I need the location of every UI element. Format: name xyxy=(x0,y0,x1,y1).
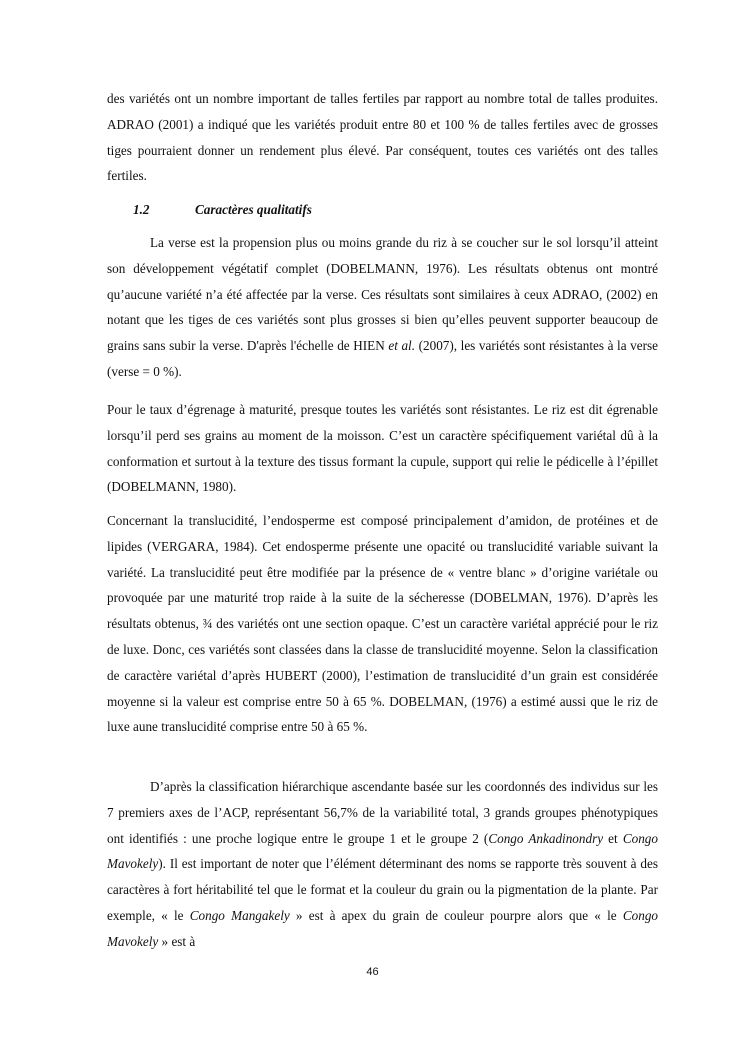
italic-run: Congo Ankadinondry xyxy=(488,830,604,846)
italic-run: et al. xyxy=(388,338,416,354)
italic-run: Congo Mavokely xyxy=(107,830,658,872)
text-run: » est à xyxy=(158,933,196,949)
paragraph-translucidite: Concernant la translucidité, l’endosperme est composé principalement d’amidon, de protéines et de lipides (VERGARA, 1984). Cet endosperme présente une opacité ou translucidité variable suivant la variété. La translucidité peut être modifiée par la présence de « ventre blanc » d’origine variétale ou provoquée par une maturité trop raide à la suite de la sécheresse (DOBELMAN, 1976). D’après les résultats obtenus, ¾ des variétés ont une section opaque. C’est un caractère variétal apprécié pour le riz de luxe. Donc, ces variétés sont classées dans la classe de translucidité moyenne. Selon la classification de caractère variétal d’après HUBERT (2000), l’estimation de translucidité d’un grain est considérée moyenne si la valeur est comprise entre 50 à 65 %. DOBELMAN, (1976) a estimé aussi que le riz de luxe aune translucidité comprise entre 50 à 65 %. xyxy=(107,513,658,735)
section-title: Caractères qualitatifs xyxy=(195,202,312,217)
text-run: » est à apex du grain de couleur pourpre alors que « le xyxy=(289,907,623,923)
text-run: et xyxy=(603,830,623,846)
italic-run: Congo Mavokely xyxy=(107,907,659,949)
text-run: (2007), les variétés sont résistantes à la verse (verse = 0 %). xyxy=(107,338,658,379)
italic-run: Congo Mangakely xyxy=(189,907,290,923)
text-run: La verse est la propension plus ou moins grande du riz à se coucher sur le sol lorsqu’il atteint son développement végétatif complet (DOBELMANN, 1976). Les résultats obtenus ont montré qu’aucune variété n’a été affectée par la verse. Ces résultats sont similaires à ceux ADRAO, (2002) en notant que les tiges de ces variétés sont plus grosses si bien qu’elles peuvent supporter beaucoup de grains sans subir la verse. D'après l'échelle de HIEN xyxy=(107,235,658,354)
text-run: D’après la classification hiérarchique ascendante basée sur les coordonnés des individus sur les 7 premiers axes de l’ACP, représentant 56,7% de la variabilité total, 3 grands groupes phénotypiques ont identifiés : une proche logique entre le groupe 1 et le groupe 2 ( xyxy=(107,779,658,846)
paragraph-egrenage: Pour le taux d’égrenage à maturité, presque toutes les variétés sont résistantes. Le riz est dit égrenable lorsqu’il perd ses grains au moment de la moisson. C’est un caractère spécifiquement variétal dû à la conformation et surtout à la texture des tissus formant la cupule, support qui relie le pédicelle à l’épillet (DOBELMANN, 1980). xyxy=(107,402,658,495)
paragraph-verse xyxy=(107,230,658,385)
page-number: 46 xyxy=(366,966,379,978)
section-heading xyxy=(133,197,312,223)
paragraph-classification xyxy=(107,774,658,955)
text-run: ). Il est important de noter que l’élément déterminant des noms se rapporte très souvent à des caractères à fort héritabilité tel que le format et la couleur du grain ou la pigmentation de la plante. Par exemple, « le xyxy=(107,856,658,923)
paragraph-talles-fertiles: des variétés ont un nombre important de talles fertiles par rapport au nombre total de talles produites. ADRAO (2001) a indiqué que les variétés produit entre 80 et 100 % de talles fertiles avec de grosses tiges pourraient donner un rendement plus élevé. Par conséquent, toutes ces variétés ont des talles fertiles. xyxy=(107,91,658,184)
section-number: 1.2 xyxy=(133,202,150,217)
